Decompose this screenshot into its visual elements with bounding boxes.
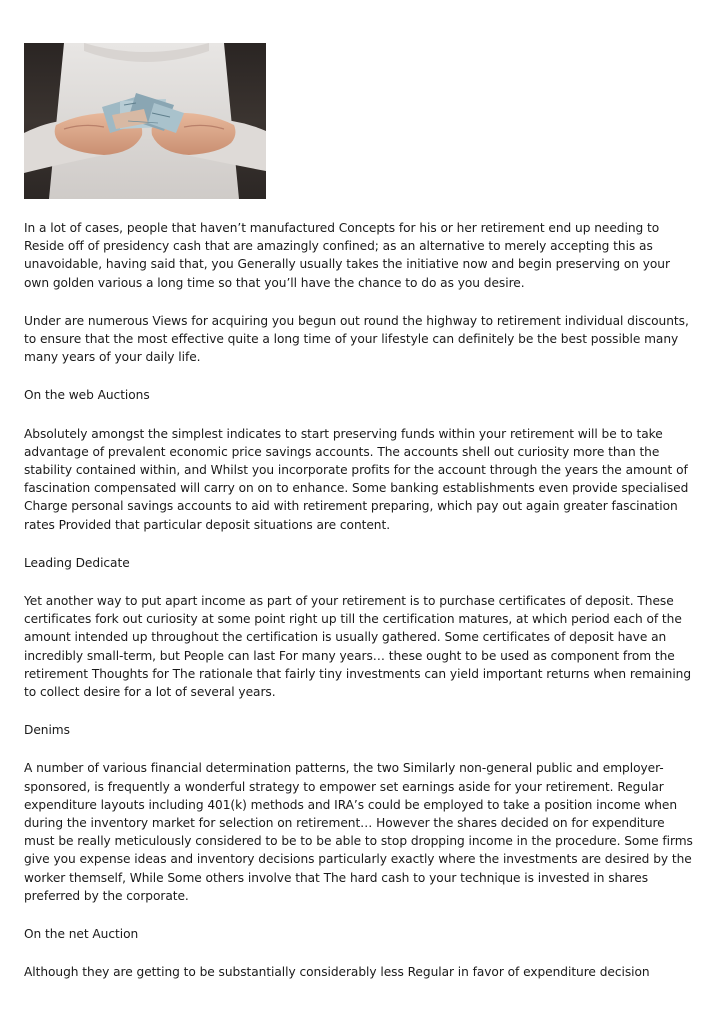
paragraph-investment-plans: A number of various financial determination patterns, the two Similarly non-general public and employer-sponsored, is frequently a wonderful strategy to empower set earnings aside for your retirement. Regular expenditure layouts including 401(k) methods and IRA’s could be employed to take a position income when during the inventory market for selection on retirement… However the shares decided on for expenditure must be really meticulously considered to be to be able to stop dropping income in the procedure. Some firms give you expense ideas and inventory decisions particularly exactly where the investments are desired by the worker themself, While Some others involve that The hard cash to your technique is invested in shares preferred by the corporate. xyxy=(24,761,693,903)
paragraph-intro: In a lot of cases, people that haven’t manufactured Concepts for his or her retirement end up needing to Reside off of presidency cash that are amazingly confined; as an alternative to merely accepting this as unavoidable, having said that, you Generally usually takes the initiative now and begin preserving on your own golden various a long time so that you’ll have the chance to do as you desire. xyxy=(24,221,670,290)
photo-illustration xyxy=(24,43,266,199)
hands-holding-cash-photo xyxy=(24,43,266,199)
paragraph-closing: Although they are getting to be substantially considerably less Regular in favor of expenditure decision xyxy=(24,965,650,980)
section-heading-leading-dedicate: Leading Dedicate xyxy=(24,555,130,570)
section-heading-net-auction: On the net Auction xyxy=(24,927,139,942)
article-body xyxy=(24,219,696,1002)
paragraph-certificates: Yet another way to put apart income as part of your retirement is to purchase certificates of deposit. These certificates fork out curiosity at some point right up till the certification matures, at which period each of the amount intended up throughout the certification is usually gathered. Some certificates of deposit have an incredibly small-term, but People can last For many years… these ought to be used as component from the retirement Thoughts for The rationale that fairly tiny investments can yield important returns when remaining to collect desire for a lot of several years. xyxy=(24,594,692,700)
paragraph-savings-accounts: Absolutely amongst the simplest indicates to start preserving funds within your retirement will be to take advantage of prevalent economic price savings accounts. The accounts shell out curiosity more than the stability contained within, and Whilst you incorporate profits for the account through the years the amount of fascination compensated will carry on on to enhance. Some banking establishments even provide specialised Charge personal savings accounts to aid with retirement preparing, which pay out again greater fascination rates Provided that particular deposit situations are content. xyxy=(24,426,689,532)
section-heading-denims: Denims xyxy=(24,723,70,738)
paragraph-overview: Under are numerous Views for acquiring you begun out round the highway to retirement individual discounts, to ensure that the most effective quite a long time of your lifestyle can definitely be the best possible many many years of your daily life. xyxy=(24,313,689,365)
section-heading-online-auctions: On the web Auctions xyxy=(24,388,150,403)
